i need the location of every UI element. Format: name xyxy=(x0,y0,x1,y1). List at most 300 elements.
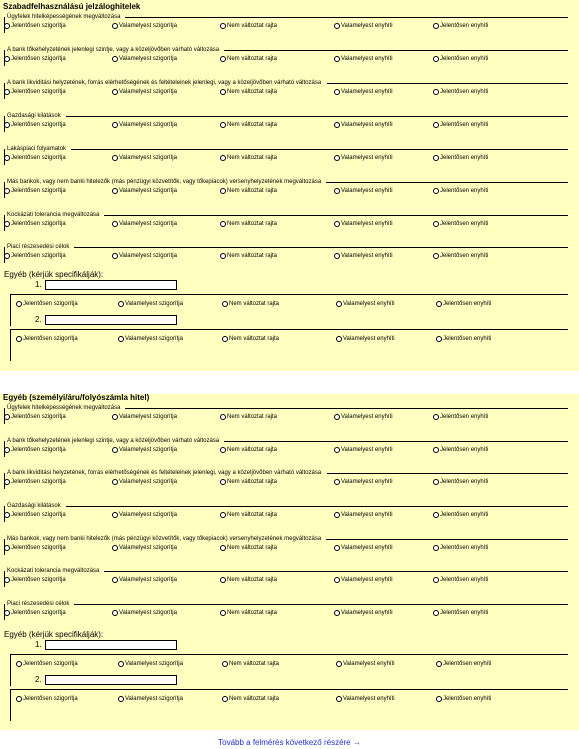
radio-icon[interactable] xyxy=(433,610,439,616)
radio-icon[interactable] xyxy=(433,545,439,551)
option-nem-valtoztat[interactable] xyxy=(220,576,277,584)
question-group xyxy=(4,405,568,425)
option-nem-valtoztat[interactable] xyxy=(222,335,279,343)
radio-icon[interactable] xyxy=(118,661,124,667)
option-row xyxy=(10,300,568,310)
option-label: Nem változtat rajta xyxy=(227,221,278,227)
question-label: A bank tőkehelyzetének jelenlegi szintje, vagy a közeljövőben várható változása xyxy=(7,438,220,444)
option-valamelyest-enyhiti[interactable] xyxy=(334,544,393,552)
radio-icon[interactable] xyxy=(334,512,340,518)
option-row xyxy=(4,252,568,262)
option-label: Jelentősen enyhíti xyxy=(440,188,489,194)
radio-icon[interactable] xyxy=(436,336,442,342)
option-label: Jelentősen enyhíti xyxy=(440,447,489,453)
radio-icon[interactable] xyxy=(334,221,340,227)
option-label: Valamelyest szigorítja xyxy=(119,545,177,551)
radio-icon[interactable] xyxy=(112,89,118,95)
radio-icon[interactable] xyxy=(112,414,118,420)
option-valamelyest-enyhiti[interactable] xyxy=(334,121,393,129)
radio-icon[interactable] xyxy=(433,253,439,259)
option-valamelyest-szigoritja[interactable] xyxy=(112,609,177,617)
option-nem-valtoztat[interactable] xyxy=(220,22,277,30)
option-jelentosen-enyhiti[interactable] xyxy=(436,335,491,343)
radio-icon[interactable] xyxy=(334,56,340,62)
radio-icon[interactable] xyxy=(112,447,118,453)
radio-icon[interactable] xyxy=(220,221,226,227)
radio-icon[interactable] xyxy=(4,221,10,227)
radio-icon[interactable] xyxy=(220,545,226,551)
option-jelentosen-szigoritja[interactable] xyxy=(4,22,66,30)
other-option-group-2 xyxy=(10,689,568,721)
radio-icon[interactable] xyxy=(220,512,226,518)
option-valamelyest-enyhiti[interactable] xyxy=(334,609,393,617)
option-valamelyest-szigoritja[interactable] xyxy=(112,220,177,228)
group-border xyxy=(326,182,568,183)
other-text-input-1[interactable] xyxy=(45,640,177,650)
option-jelentosen-szigoritja[interactable] xyxy=(4,252,66,260)
radio-icon[interactable] xyxy=(220,447,226,453)
option-label: Valamelyest enyhíti xyxy=(341,414,393,420)
option-label: Valamelyest enyhíti xyxy=(341,479,393,485)
radio-icon[interactable] xyxy=(336,661,342,667)
option-label: Valamelyest enyhíti xyxy=(341,610,393,616)
group-border xyxy=(125,408,568,409)
option-jelentosen-enyhiti[interactable] xyxy=(433,544,488,552)
option-jelentosen-enyhiti[interactable] xyxy=(436,660,491,668)
radio-icon[interactable] xyxy=(112,56,118,62)
radio-icon[interactable] xyxy=(334,188,340,194)
option-label: Nem változtat rajta xyxy=(227,23,278,29)
option-valamelyest-enyhiti[interactable] xyxy=(336,695,395,703)
radio-icon[interactable] xyxy=(334,253,340,259)
option-label: Jelentősen enyhíti xyxy=(440,414,489,420)
option-jelentosen-enyhiti[interactable] xyxy=(433,252,488,260)
option-label: Nem változtat rajta xyxy=(227,414,278,420)
option-label: Jelentősen enyhíti xyxy=(443,301,492,307)
option-valamelyest-szigoritja[interactable] xyxy=(112,478,177,486)
group-border xyxy=(104,215,568,216)
option-label: Jelentősen szigorítja xyxy=(11,545,66,551)
radio-icon[interactable] xyxy=(222,696,228,702)
option-nem-valtoztat[interactable] xyxy=(220,220,277,228)
radio-icon[interactable] xyxy=(4,188,10,194)
option-jelentosen-szigoritja[interactable] xyxy=(16,300,78,308)
option-valamelyest-szigoritja[interactable] xyxy=(112,511,177,519)
radio-icon[interactable] xyxy=(436,661,442,667)
option-valamelyest-enyhiti[interactable] xyxy=(334,187,393,195)
option-row xyxy=(4,511,568,521)
option-nem-valtoztat[interactable] xyxy=(222,695,279,703)
option-label: Jelentősen szigorítja xyxy=(23,336,78,342)
option-jelentosen-enyhiti[interactable] xyxy=(433,154,488,162)
option-row xyxy=(4,478,568,488)
option-valamelyest-enyhiti[interactable] xyxy=(334,478,393,486)
option-valamelyest-szigoritja[interactable] xyxy=(112,446,177,454)
question-group xyxy=(4,568,568,588)
radio-icon[interactable] xyxy=(4,577,10,583)
radio-icon[interactable] xyxy=(222,301,228,307)
radio-icon[interactable] xyxy=(220,414,226,420)
option-label: Jelentősen szigorítja xyxy=(11,577,66,583)
option-row xyxy=(10,660,568,670)
radio-icon[interactable] xyxy=(220,577,226,583)
radio-icon[interactable] xyxy=(222,336,228,342)
option-label: Valamelyest szigorítja xyxy=(119,577,177,583)
radio-icon[interactable] xyxy=(112,512,118,518)
option-jelentosen-enyhiti[interactable] xyxy=(433,576,488,584)
radio-icon[interactable] xyxy=(220,89,226,95)
option-label: Valamelyest szigorítja xyxy=(119,253,177,259)
group-border xyxy=(10,689,11,721)
question-group xyxy=(4,536,568,556)
group-border xyxy=(326,539,568,540)
other-text-input-1[interactable] xyxy=(45,280,177,290)
option-label: Valamelyest enyhíti xyxy=(341,89,393,95)
option-label: Jelentősen szigorítja xyxy=(11,122,66,128)
option-valamelyest-szigoritja[interactable] xyxy=(112,22,177,30)
option-nem-valtoztat[interactable] xyxy=(220,154,277,162)
option-valamelyest-szigoritja[interactable] xyxy=(112,544,177,552)
option-jelentosen-szigoritja[interactable] xyxy=(4,220,66,228)
option-label: Valamelyest enyhíti xyxy=(341,447,393,453)
option-label: Jelentősen szigorítja xyxy=(11,253,66,259)
option-nem-valtoztat[interactable] xyxy=(220,478,277,486)
option-jelentosen-szigoritja[interactable] xyxy=(4,446,66,454)
option-valamelyest-enyhiti[interactable] xyxy=(336,660,395,668)
option-valamelyest-enyhiti[interactable] xyxy=(334,88,393,96)
option-label: Jelentősen enyhíti xyxy=(440,155,489,161)
question-group xyxy=(4,146,568,166)
radio-icon[interactable] xyxy=(220,155,226,161)
group-border xyxy=(327,473,568,474)
option-jelentosen-szigoritja[interactable] xyxy=(4,609,66,617)
option-nem-valtoztat[interactable] xyxy=(220,446,277,454)
option-valamelyest-enyhiti[interactable] xyxy=(334,446,393,454)
radio-icon[interactable] xyxy=(220,610,226,616)
option-label: Jelentősen enyhíti xyxy=(440,23,489,29)
option-valamelyest-szigoritja[interactable] xyxy=(112,55,177,63)
radio-icon[interactable] xyxy=(220,188,226,194)
radio-icon[interactable] xyxy=(433,23,439,29)
option-label: Nem változtat rajta xyxy=(227,610,278,616)
option-valamelyest-enyhiti[interactable] xyxy=(334,55,393,63)
radio-icon[interactable] xyxy=(4,479,10,485)
group-border xyxy=(74,604,568,605)
option-jelentosen-enyhiti[interactable] xyxy=(433,88,488,96)
option-valamelyest-szigoritja[interactable] xyxy=(118,660,183,668)
radio-icon[interactable] xyxy=(4,253,10,259)
radio-icon[interactable] xyxy=(334,545,340,551)
option-label: Jelentősen enyhíti xyxy=(440,479,489,485)
radio-icon[interactable] xyxy=(4,155,10,161)
option-label: Nem változtat rajta xyxy=(229,336,280,342)
option-label: Nem változtat rajta xyxy=(229,696,280,702)
option-valamelyest-enyhiti[interactable] xyxy=(334,220,393,228)
radio-icon[interactable] xyxy=(433,512,439,518)
radio-icon[interactable] xyxy=(336,336,342,342)
radio-icon[interactable] xyxy=(433,122,439,128)
group-border xyxy=(10,654,11,686)
option-label: Nem változtat rajta xyxy=(227,188,278,194)
option-jelentosen-szigoritja[interactable] xyxy=(16,695,78,703)
option-valamelyest-szigoritja[interactable] xyxy=(112,121,177,129)
radio-icon[interactable] xyxy=(16,696,22,702)
option-jelentosen-szigoritja[interactable] xyxy=(16,660,78,668)
other-number: 1. xyxy=(35,640,42,649)
option-jelentosen-enyhiti[interactable] xyxy=(433,220,488,228)
radio-icon[interactable] xyxy=(4,447,10,453)
group-border xyxy=(66,116,568,117)
question-group xyxy=(4,503,568,523)
option-valamelyest-enyhiti[interactable] xyxy=(334,511,393,519)
radio-icon[interactable] xyxy=(433,188,439,194)
radio-icon[interactable] xyxy=(220,253,226,259)
radio-icon[interactable] xyxy=(16,336,22,342)
radio-icon[interactable] xyxy=(118,696,124,702)
radio-icon[interactable] xyxy=(436,696,442,702)
group-border xyxy=(71,149,568,150)
option-label: Jelentősen enyhíti xyxy=(440,122,489,128)
group-border xyxy=(66,506,568,507)
option-row xyxy=(4,220,568,230)
group-border xyxy=(327,83,568,84)
option-nem-valtoztat[interactable] xyxy=(220,609,277,617)
option-jelentosen-enyhiti[interactable] xyxy=(433,55,488,63)
option-valamelyest-szigoritja[interactable] xyxy=(112,576,177,584)
radio-icon[interactable] xyxy=(16,301,22,307)
radio-icon[interactable] xyxy=(433,221,439,227)
option-valamelyest-enyhiti[interactable] xyxy=(334,252,393,260)
section-title: Szabadfelhasználású jelzáloghitelek xyxy=(3,2,141,11)
option-row xyxy=(4,88,568,98)
option-jelentosen-szigoritja[interactable] xyxy=(4,511,66,519)
option-jelentosen-enyhiti[interactable] xyxy=(436,695,491,703)
option-row xyxy=(4,121,568,131)
radio-icon[interactable] xyxy=(4,545,10,551)
option-label: Jelentősen szigorítja xyxy=(11,512,66,518)
option-valamelyest-szigoritja[interactable] xyxy=(118,335,183,343)
group-border xyxy=(125,17,568,18)
radio-icon[interactable] xyxy=(4,512,10,518)
radio-icon[interactable] xyxy=(336,696,342,702)
option-valamelyest-szigoritja[interactable] xyxy=(112,88,177,96)
option-nem-valtoztat[interactable] xyxy=(220,413,277,421)
option-jelentosen-szigoritja[interactable] xyxy=(4,544,66,552)
option-nem-valtoztat[interactable] xyxy=(222,300,279,308)
option-label: Nem változtat rajta xyxy=(227,89,278,95)
option-valamelyest-enyhiti[interactable] xyxy=(334,413,393,421)
radio-icon[interactable] xyxy=(433,447,439,453)
group-border xyxy=(104,571,568,572)
option-jelentosen-enyhiti[interactable] xyxy=(433,478,488,486)
option-label: Nem változtat rajta xyxy=(227,545,278,551)
option-valamelyest-enyhiti[interactable] xyxy=(334,576,393,584)
question-group xyxy=(4,470,568,490)
option-label: Valamelyest szigorítja xyxy=(119,512,177,518)
option-nem-valtoztat[interactable] xyxy=(220,88,277,96)
question-group xyxy=(4,14,568,34)
option-jelentosen-enyhiti[interactable] xyxy=(433,511,488,519)
radio-icon[interactable] xyxy=(112,155,118,161)
option-label: Valamelyest szigorítja xyxy=(119,610,177,616)
option-label: Nem változtat rajta xyxy=(227,577,278,583)
option-jelentosen-szigoritja[interactable] xyxy=(4,478,66,486)
option-label: Valamelyest enyhíti xyxy=(341,188,393,194)
question-group xyxy=(4,47,568,67)
group-border xyxy=(10,329,11,361)
section-title: Egyéb (személyi/áru/folyószámla hitel) xyxy=(3,393,150,402)
radio-icon[interactable] xyxy=(433,577,439,583)
radio-icon[interactable] xyxy=(334,414,340,420)
radio-icon[interactable] xyxy=(112,610,118,616)
question-group xyxy=(4,244,568,264)
option-label: Nem változtat rajta xyxy=(227,479,278,485)
radio-icon[interactable] xyxy=(334,122,340,128)
radio-icon[interactable] xyxy=(334,155,340,161)
radio-icon[interactable] xyxy=(436,301,442,307)
radio-icon[interactable] xyxy=(112,253,118,259)
option-jelentosen-szigoritja[interactable] xyxy=(4,154,66,162)
next-page-link[interactable]: Tovább a felmérés következő részére → xyxy=(218,738,361,747)
option-label: Nem változtat rajta xyxy=(227,253,278,259)
option-valamelyest-szigoritja[interactable] xyxy=(118,300,183,308)
option-label: Valamelyest szigorítja xyxy=(119,23,177,29)
radio-icon[interactable] xyxy=(4,122,10,128)
radio-icon[interactable] xyxy=(4,414,10,420)
option-row xyxy=(4,576,568,586)
radio-icon[interactable] xyxy=(112,545,118,551)
radio-icon[interactable] xyxy=(334,577,340,583)
option-valamelyest-enyhiti[interactable] xyxy=(334,154,393,162)
option-nem-valtoztat[interactable] xyxy=(220,121,277,129)
option-valamelyest-szigoritja[interactable] xyxy=(112,252,177,260)
option-nem-valtoztat[interactable] xyxy=(220,511,277,519)
option-valamelyest-szigoritja[interactable] xyxy=(112,187,177,195)
option-label: Valamelyest enyhíti xyxy=(341,23,393,29)
option-label: Nem változtat rajta xyxy=(227,155,278,161)
radio-icon[interactable] xyxy=(112,23,118,29)
radio-icon[interactable] xyxy=(433,479,439,485)
option-row xyxy=(4,609,568,619)
option-valamelyest-enyhiti[interactable] xyxy=(336,300,395,308)
option-jelentosen-enyhiti[interactable] xyxy=(433,446,488,454)
option-jelentosen-enyhiti[interactable] xyxy=(433,187,488,195)
other-text-input-2[interactable] xyxy=(45,675,177,685)
option-label: Valamelyest enyhíti xyxy=(343,301,395,307)
radio-icon[interactable] xyxy=(222,661,228,667)
question-group xyxy=(4,212,568,232)
question-group xyxy=(4,179,568,199)
option-label: Nem változtat rajta xyxy=(227,56,278,62)
other-label: Egyéb (kérjük specifikálják): xyxy=(4,270,104,279)
option-label: Valamelyest enyhíti xyxy=(341,221,393,227)
radio-icon[interactable] xyxy=(112,479,118,485)
radio-icon[interactable] xyxy=(112,577,118,583)
option-valamelyest-szigoritja[interactable] xyxy=(112,154,177,162)
option-label: Jelentősen enyhíti xyxy=(443,336,492,342)
option-valamelyest-szigoritja[interactable] xyxy=(118,695,183,703)
option-label: Jelentősen enyhíti xyxy=(440,253,489,259)
option-label: Valamelyest szigorítja xyxy=(119,155,177,161)
radio-icon[interactable] xyxy=(118,336,124,342)
option-label: Valamelyest enyhíti xyxy=(343,696,395,702)
radio-icon[interactable] xyxy=(112,221,118,227)
radio-icon[interactable] xyxy=(4,610,10,616)
radio-icon[interactable] xyxy=(4,89,10,95)
option-jelentosen-szigoritja[interactable] xyxy=(4,121,66,129)
other-number: 1. xyxy=(35,280,42,289)
radio-icon[interactable] xyxy=(334,89,340,95)
option-nem-valtoztat[interactable] xyxy=(220,252,277,260)
option-label: Valamelyest szigorítja xyxy=(119,447,177,453)
option-nem-valtoztat[interactable] xyxy=(220,187,277,195)
option-jelentosen-enyhiti[interactable] xyxy=(436,300,491,308)
radio-icon[interactable] xyxy=(334,479,340,485)
radio-icon[interactable] xyxy=(334,610,340,616)
option-jelentosen-enyhiti[interactable] xyxy=(433,22,488,30)
radio-icon[interactable] xyxy=(220,122,226,128)
radio-icon[interactable] xyxy=(16,661,22,667)
radio-icon[interactable] xyxy=(4,56,10,62)
option-jelentosen-szigoritja[interactable] xyxy=(4,88,66,96)
option-nem-valtoztat[interactable] xyxy=(220,55,277,63)
option-label: Valamelyest szigorítja xyxy=(119,188,177,194)
radio-icon[interactable] xyxy=(4,23,10,29)
radio-icon[interactable] xyxy=(334,447,340,453)
option-jelentosen-szigoritja[interactable] xyxy=(4,55,66,63)
group-border xyxy=(10,329,568,330)
radio-icon[interactable] xyxy=(112,122,118,128)
option-jelentosen-enyhiti[interactable] xyxy=(433,609,488,617)
question-label: Piaci részesedési célok xyxy=(7,601,70,607)
option-jelentosen-szigoritja[interactable] xyxy=(4,576,66,584)
option-jelentosen-szigoritja[interactable] xyxy=(4,187,66,195)
option-jelentosen-enyhiti[interactable] xyxy=(433,121,488,129)
group-border xyxy=(10,654,568,655)
option-valamelyest-enyhiti[interactable] xyxy=(334,22,393,30)
option-label: Valamelyest enyhíti xyxy=(341,56,393,62)
radio-icon[interactable] xyxy=(336,301,342,307)
section-panel-egyeb xyxy=(0,394,579,730)
option-label: Jelentősen enyhíti xyxy=(440,89,489,95)
radio-icon[interactable] xyxy=(433,155,439,161)
radio-icon[interactable] xyxy=(118,301,124,307)
radio-icon[interactable] xyxy=(220,479,226,485)
radio-icon[interactable] xyxy=(433,414,439,420)
option-jelentosen-szigoritja[interactable] xyxy=(16,335,78,343)
radio-icon[interactable] xyxy=(220,56,226,62)
radio-icon[interactable] xyxy=(112,188,118,194)
option-jelentosen-enyhiti[interactable] xyxy=(433,413,488,421)
question-label: Ügyfelek hitelképességének megváltozása xyxy=(7,14,121,20)
radio-icon[interactable] xyxy=(220,23,226,29)
option-nem-valtoztat[interactable] xyxy=(220,544,277,552)
option-row xyxy=(4,22,568,32)
radio-icon[interactable] xyxy=(433,89,439,95)
option-row xyxy=(10,695,568,705)
option-jelentosen-szigoritja[interactable] xyxy=(4,413,66,421)
radio-icon[interactable] xyxy=(334,23,340,29)
option-label: Jelentősen enyhíti xyxy=(440,221,489,227)
radio-icon[interactable] xyxy=(433,56,439,62)
option-valamelyest-szigoritja[interactable] xyxy=(112,413,177,421)
option-label: Valamelyest szigorítja xyxy=(119,122,177,128)
option-nem-valtoztat[interactable] xyxy=(222,660,279,668)
option-label: Valamelyest szigorítja xyxy=(119,221,177,227)
option-label: Jelentősen szigorítja xyxy=(11,414,66,420)
option-valamelyest-enyhiti[interactable] xyxy=(336,335,395,343)
other-text-input-2[interactable] xyxy=(45,315,177,325)
